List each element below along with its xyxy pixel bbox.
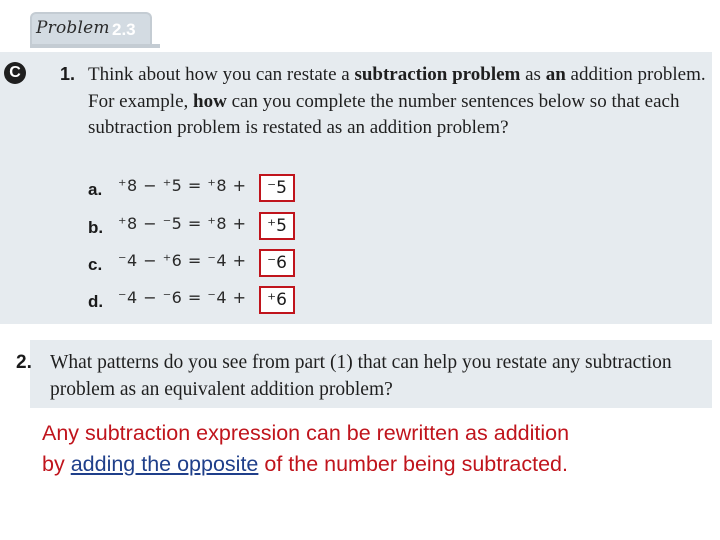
answer-box[interactable]: ⁻6	[259, 249, 295, 277]
c-circle-icon: C	[4, 62, 26, 84]
answer-line1: Any subtraction expression can be rewritten as addition	[42, 421, 570, 445]
q1-text-part: Think about how you can restate a	[88, 64, 350, 85]
q1-text-part: subtraction problem	[354, 64, 521, 85]
equation-expression: ⁺8 − ⁻5 = ⁺8 +	[118, 214, 247, 233]
equation-expression: ⁻4 − ⁻6 = ⁻4 +	[118, 288, 247, 307]
tab-underline	[30, 44, 160, 48]
q1-text-part: addition problem. For example,	[88, 64, 706, 112]
answer-by: by	[42, 452, 65, 476]
row-letter: b.	[88, 218, 104, 237]
equation-row-b	[0, 212, 720, 242]
problem-tab-number: 2.3	[112, 20, 136, 39]
equation-row-a	[0, 174, 720, 204]
answer-text	[42, 418, 712, 480]
row-letter: a.	[88, 180, 103, 199]
question2-text: What patterns do you see from part (1) that can help you restate any subtraction problem as an equivalent addition problem?	[50, 352, 672, 400]
q1-text-part: as	[525, 64, 541, 85]
answer-box[interactable]: ⁺6	[259, 286, 295, 314]
question1-number: 1.	[60, 64, 76, 84]
question1-text	[88, 62, 713, 142]
equation-expression: ⁻4 − ⁺6 = ⁻4 +	[118, 251, 247, 270]
row-letter: d.	[88, 292, 104, 311]
answer-box[interactable]: ⁺5	[259, 212, 295, 240]
answer-underlined-phrase: adding the opposite	[70, 452, 259, 476]
q1-text-part: can you complete the number sentences below so that each subtraction problem is restated as an addition problem?	[88, 90, 680, 138]
question2-number: 2.	[16, 352, 32, 373]
equation-expression: ⁺8 − ⁺5 = ⁺8 +	[118, 176, 247, 195]
row-letter: c.	[88, 255, 103, 274]
equation-row-d	[0, 286, 720, 316]
q1-text-part: an	[545, 64, 566, 85]
q1-text-part: how	[193, 90, 227, 112]
problem-tab-label: Problem	[36, 18, 110, 38]
answer-box[interactable]: ⁻5	[259, 174, 295, 202]
equation-row-c	[0, 249, 720, 279]
answer-line2: of the number being subtracted.	[264, 452, 568, 476]
